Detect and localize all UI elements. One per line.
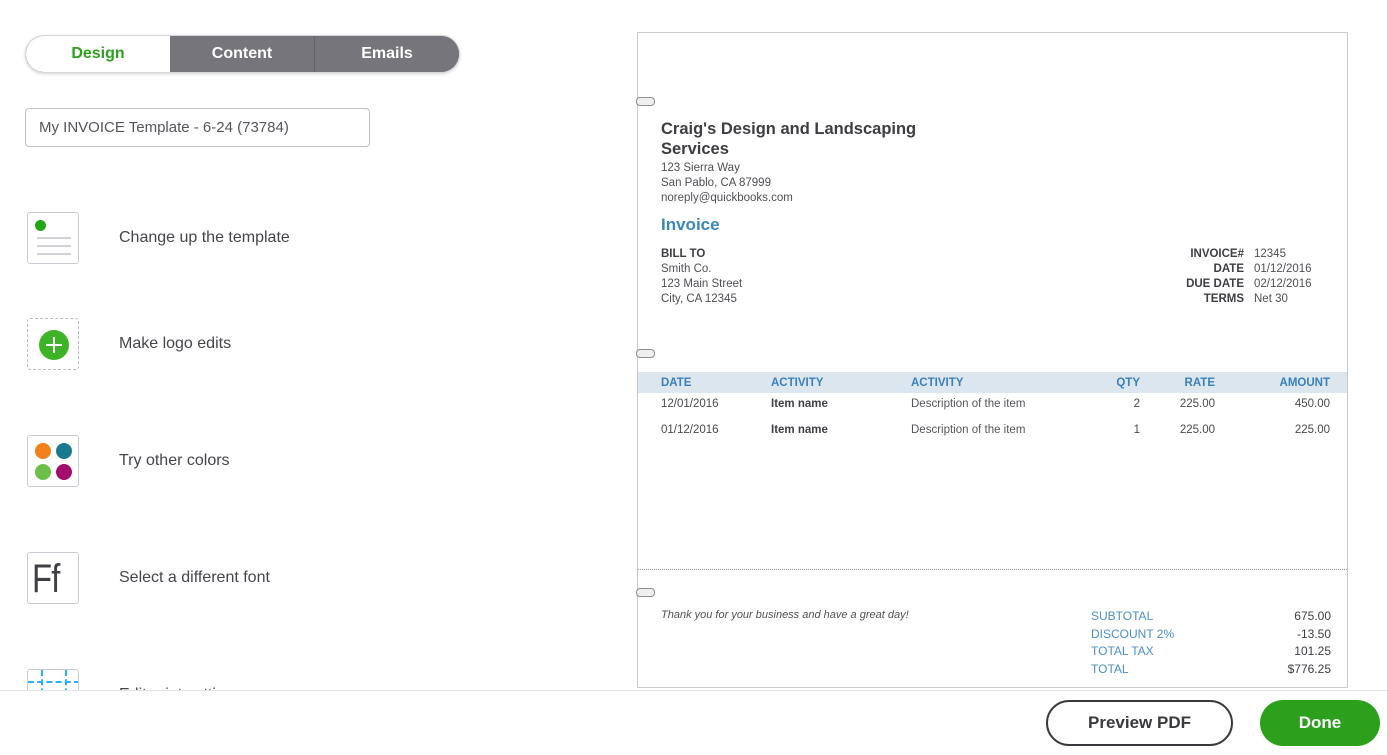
meta-label: TERMS <box>1203 293 1244 305</box>
cell-date: 12/01/2016 <box>661 398 719 410</box>
invoice-meta-block <box>1124 247 1329 307</box>
meta-label: DATE <box>1213 263 1244 275</box>
header-section-drag-handle[interactable] <box>636 97 655 106</box>
company-email: noreply@quickbooks.com <box>661 192 793 204</box>
bill-to-line: Smith Co. <box>661 263 712 275</box>
invoice-title: Invoice <box>661 215 720 234</box>
company-address <box>661 161 793 206</box>
table-section-drag-handle[interactable] <box>636 349 655 358</box>
company-name: Craig's Design and Landscaping Services <box>661 120 917 158</box>
menu-item-label: Change up the template <box>119 229 290 246</box>
invoice-number: 12345 <box>1254 248 1286 260</box>
cell-qty: 1 <box>1133 424 1140 436</box>
total-value: 101.25 <box>1294 644 1331 658</box>
total-label: DISCOUNT 2% <box>1091 626 1175 641</box>
tab-emails[interactable]: Emails <box>314 36 459 72</box>
bill-to-label: BILL TO <box>661 248 706 260</box>
bill-to-block <box>661 247 742 307</box>
cell-rate: 225.00 <box>1179 398 1215 410</box>
table-row <box>638 391 1347 417</box>
invoice-due-date: 02/12/2016 <box>1254 278 1312 290</box>
cell-description: Description of the item <box>911 424 1026 436</box>
customer-message: Thank you for your business and have a great day! <box>661 609 909 621</box>
cell-rate: 225.00 <box>1179 424 1215 436</box>
footer-section-drag-handle[interactable] <box>636 588 655 597</box>
preview-pdf-button[interactable]: Preview PDF <box>1046 700 1233 746</box>
column-header: QTY <box>1116 376 1140 389</box>
totals-block <box>1091 608 1331 678</box>
done-button[interactable]: Done <box>1260 700 1380 746</box>
cell-qty: 2 <box>1133 398 1140 410</box>
invoice-preview <box>637 32 1348 688</box>
cell-date: 01/12/2016 <box>661 424 719 436</box>
font-sample-icon: Ff <box>27 552 79 604</box>
invoice-terms: Net 30 <box>1254 293 1288 305</box>
template-name-input[interactable] <box>25 108 370 147</box>
tab-content[interactable]: Content <box>170 36 314 72</box>
menu-item-font[interactable] <box>27 552 270 604</box>
menu-item-label: Make logo edits <box>119 335 232 352</box>
color-palette-icon <box>27 435 79 487</box>
footer-bar <box>0 690 1387 755</box>
address-line: San Pablo, CA 87999 <box>661 177 771 189</box>
table-row <box>638 417 1347 443</box>
total-label: SUBTOTAL <box>1091 609 1154 623</box>
meta-label: DUE DATE <box>1186 278 1244 290</box>
cell-description: Description of the item <box>911 398 1026 410</box>
tax-row <box>1091 643 1331 661</box>
column-header: AMOUNT <box>1279 376 1330 389</box>
menu-item-change-template[interactable] <box>27 212 290 264</box>
column-header: ACTIVITY <box>771 376 824 389</box>
template-thumbnail-icon <box>27 212 79 264</box>
total-label: TOTAL <box>1091 661 1129 676</box>
column-header: ACTIVITY <box>911 376 964 389</box>
cell-activity: Item name <box>771 398 828 410</box>
discount-row <box>1091 626 1331 644</box>
invoice-table-header <box>638 372 1347 393</box>
invoice-date: 01/12/2016 <box>1254 263 1312 275</box>
section-divider <box>638 569 1347 570</box>
menu-item-label: Select a different font <box>119 569 270 586</box>
cell-amount: 450.00 <box>1294 398 1330 410</box>
column-header: DATE <box>661 376 692 389</box>
address-line: 123 Sierra Way <box>661 162 740 174</box>
grand-total-row <box>1091 661 1331 679</box>
add-logo-icon <box>27 318 79 370</box>
cell-activity: Item name <box>771 424 828 436</box>
menu-item-label: Try other colors <box>119 452 230 469</box>
total-value: 675.00 <box>1294 609 1331 623</box>
cell-amount: 225.00 <box>1294 424 1330 436</box>
design-settings-panel <box>0 0 620 755</box>
tab-bar <box>25 35 460 73</box>
meta-label: INVOICE# <box>1190 248 1244 260</box>
menu-item-logo-edits[interactable] <box>27 318 231 370</box>
menu-item-colors[interactable] <box>27 435 230 487</box>
total-value: -13.50 <box>1296 626 1331 641</box>
bill-to-line: 123 Main Street <box>661 278 743 290</box>
total-value: $776.25 <box>1287 661 1331 676</box>
tab-design[interactable]: Design <box>26 36 170 72</box>
bill-to-line: City, CA 12345 <box>661 293 737 305</box>
column-header: RATE <box>1184 376 1215 389</box>
total-label: TOTAL TAX <box>1091 644 1154 658</box>
subtotal-row <box>1091 608 1331 626</box>
